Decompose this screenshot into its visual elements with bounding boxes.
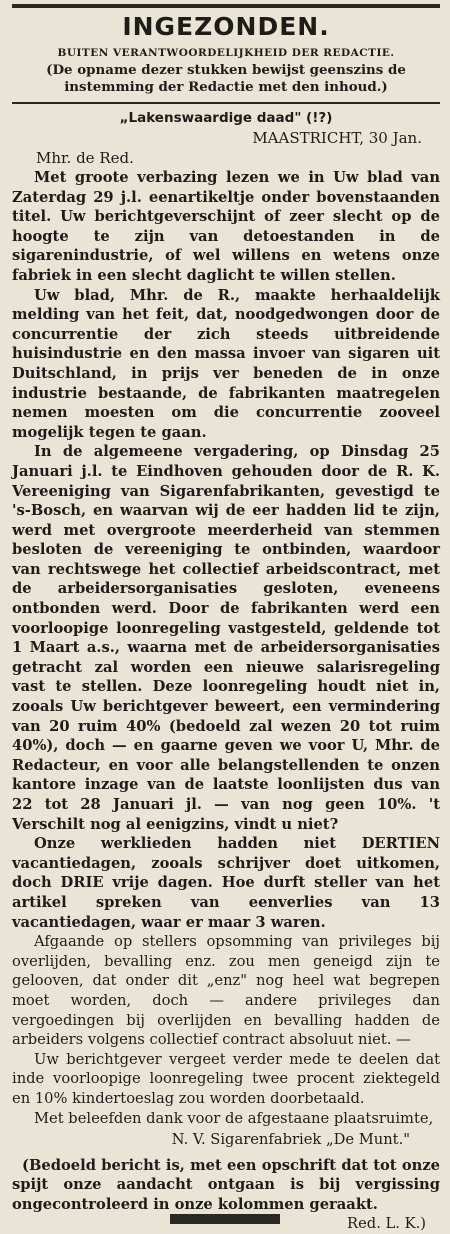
salutation: Mhr. de Red.	[36, 149, 134, 167]
bottom-rule	[170, 1214, 280, 1224]
paragraph-4: Onze werklieden hadden niet DERTIEN vacantiedagen, zooals schrijver doet uitkomen, doch DRIE vrije dagen. Hoe durft steller van het artikel spreken van eenverlies van 13 vacantiedagen, waar er maar 3 waren.	[12, 835, 440, 931]
top-rule	[12, 4, 440, 8]
paragraph-6: Uw berichtgever vergeet verder mede te deelen dat inde voorloopige loonregeling twee procent ziektegeld en 10% kindertoeslag zou worden doorbetaald.	[12, 1050, 440, 1107]
dateline: MAASTRICHT, 30 Jan.	[252, 129, 422, 147]
paragraph-5: Afgaande op stellers opsomming van privileges bij overlijden, bevalling enz. zou men geneigd zijn te gelooven, dat onder dit „enz" nog heel wat begrepen moet worden, doch — andere privileges dan vergoedingen bij overlijden en bevalling hadden de arbeiders volgens collectief contract absoluut niet. —	[12, 933, 440, 1049]
editor-signature: Red. L. K.)	[347, 1215, 426, 1233]
section-divider	[12, 102, 440, 104]
disclaimer-line: BUITEN VERANTWOORDELIJKHEID DER REDACTIE.	[57, 47, 395, 59]
letter-body	[12, 168, 440, 1128]
editor-note-block	[12, 1156, 440, 1215]
paragraph-1: Met groote verbazing lezen we in Uw blad van Zaterdag 29 j.l. eenartikeltje onder bovenstaanden titel. Uw berichtgeverschijnt of zeer slecht op de hoogte te zijn van detoestanden in de sigarenindustrie, of wel willens en wetens onze fabriek in een slecht daglicht te willen stellen.	[12, 169, 440, 284]
editor-note-text: (Bedoeld bericht is, met een opschrift dat tot onze spijt onze aandacht ontgaan is bij vergissing ongecontroleerd in onze kolommen geraakt.	[12, 1156, 440, 1213]
letter-title: „Lakenswaardige daad" (!?)	[119, 110, 333, 126]
section-headline: INGEZONDEN.	[122, 12, 330, 41]
editorial-note: (De opname dezer stukken bewijst geenszins de instemming der Redactie met den inhoud.)	[46, 62, 406, 95]
paragraph-2: Uw blad, Mhr. de R., maakte herhaaldelijk melding van het feit, dat, noodgedwongen door de concurrentie der zich steeds uitbreidende huisindustrie en den massa invoer van sigaren uit Duitschland, in prijs ver beneden de in onze industrie bestaande, de fabrikanten maatregelen nemen moesten om die concurrentie zooveel mogelijk tegen te gaan.	[12, 286, 440, 441]
paragraph-3: In de algemeene vergadering, op Dinsdag 25 Januari j.l. te Eindhoven gehouden door de R. K. Vereeniging van Sigarenfabrikanten, gevestigd te 's-Bosch, en waarvan wij de eer hadden lid te zijn, werd met overgroote meerderheid van stemmen besloten de vereeniging te ontbinden, waardoor van rechtswege het collectief arbeidscontract, met de arbeidersorganisaties gesloten, eveneens ontbonden werd. Door de fabrikanten werd een voorloopige loonregeling vastgesteld, geldende tot 1 Maart a.s., waarna met de arbeidersorganisaties getracht zal worden een nieuwe salarisregeling vast te stellen. Deze loonregeling houdt niet in, zooals Uw berichtgever beweert, een vermindering van 20 ruim 40% (bedoeld zal wezen 20 tot ruim 40%), doch — en gaarne geven we voor U, Mhr. de Redacteur, en voor alle belangstellenden te onzen kantore inzage van de laatste loonlijsten dus van 22 tot 28 Januari jl. — van nog geen 10%. 't Verschilt nog al eenigzins, vindt u niet?	[12, 443, 440, 833]
paragraph-7: Met beleefden dank voor de afgestaane plaatsruimte,	[34, 1109, 434, 1127]
signature: N. V. Sigarenfabriek „De Munt."	[171, 1131, 410, 1149]
